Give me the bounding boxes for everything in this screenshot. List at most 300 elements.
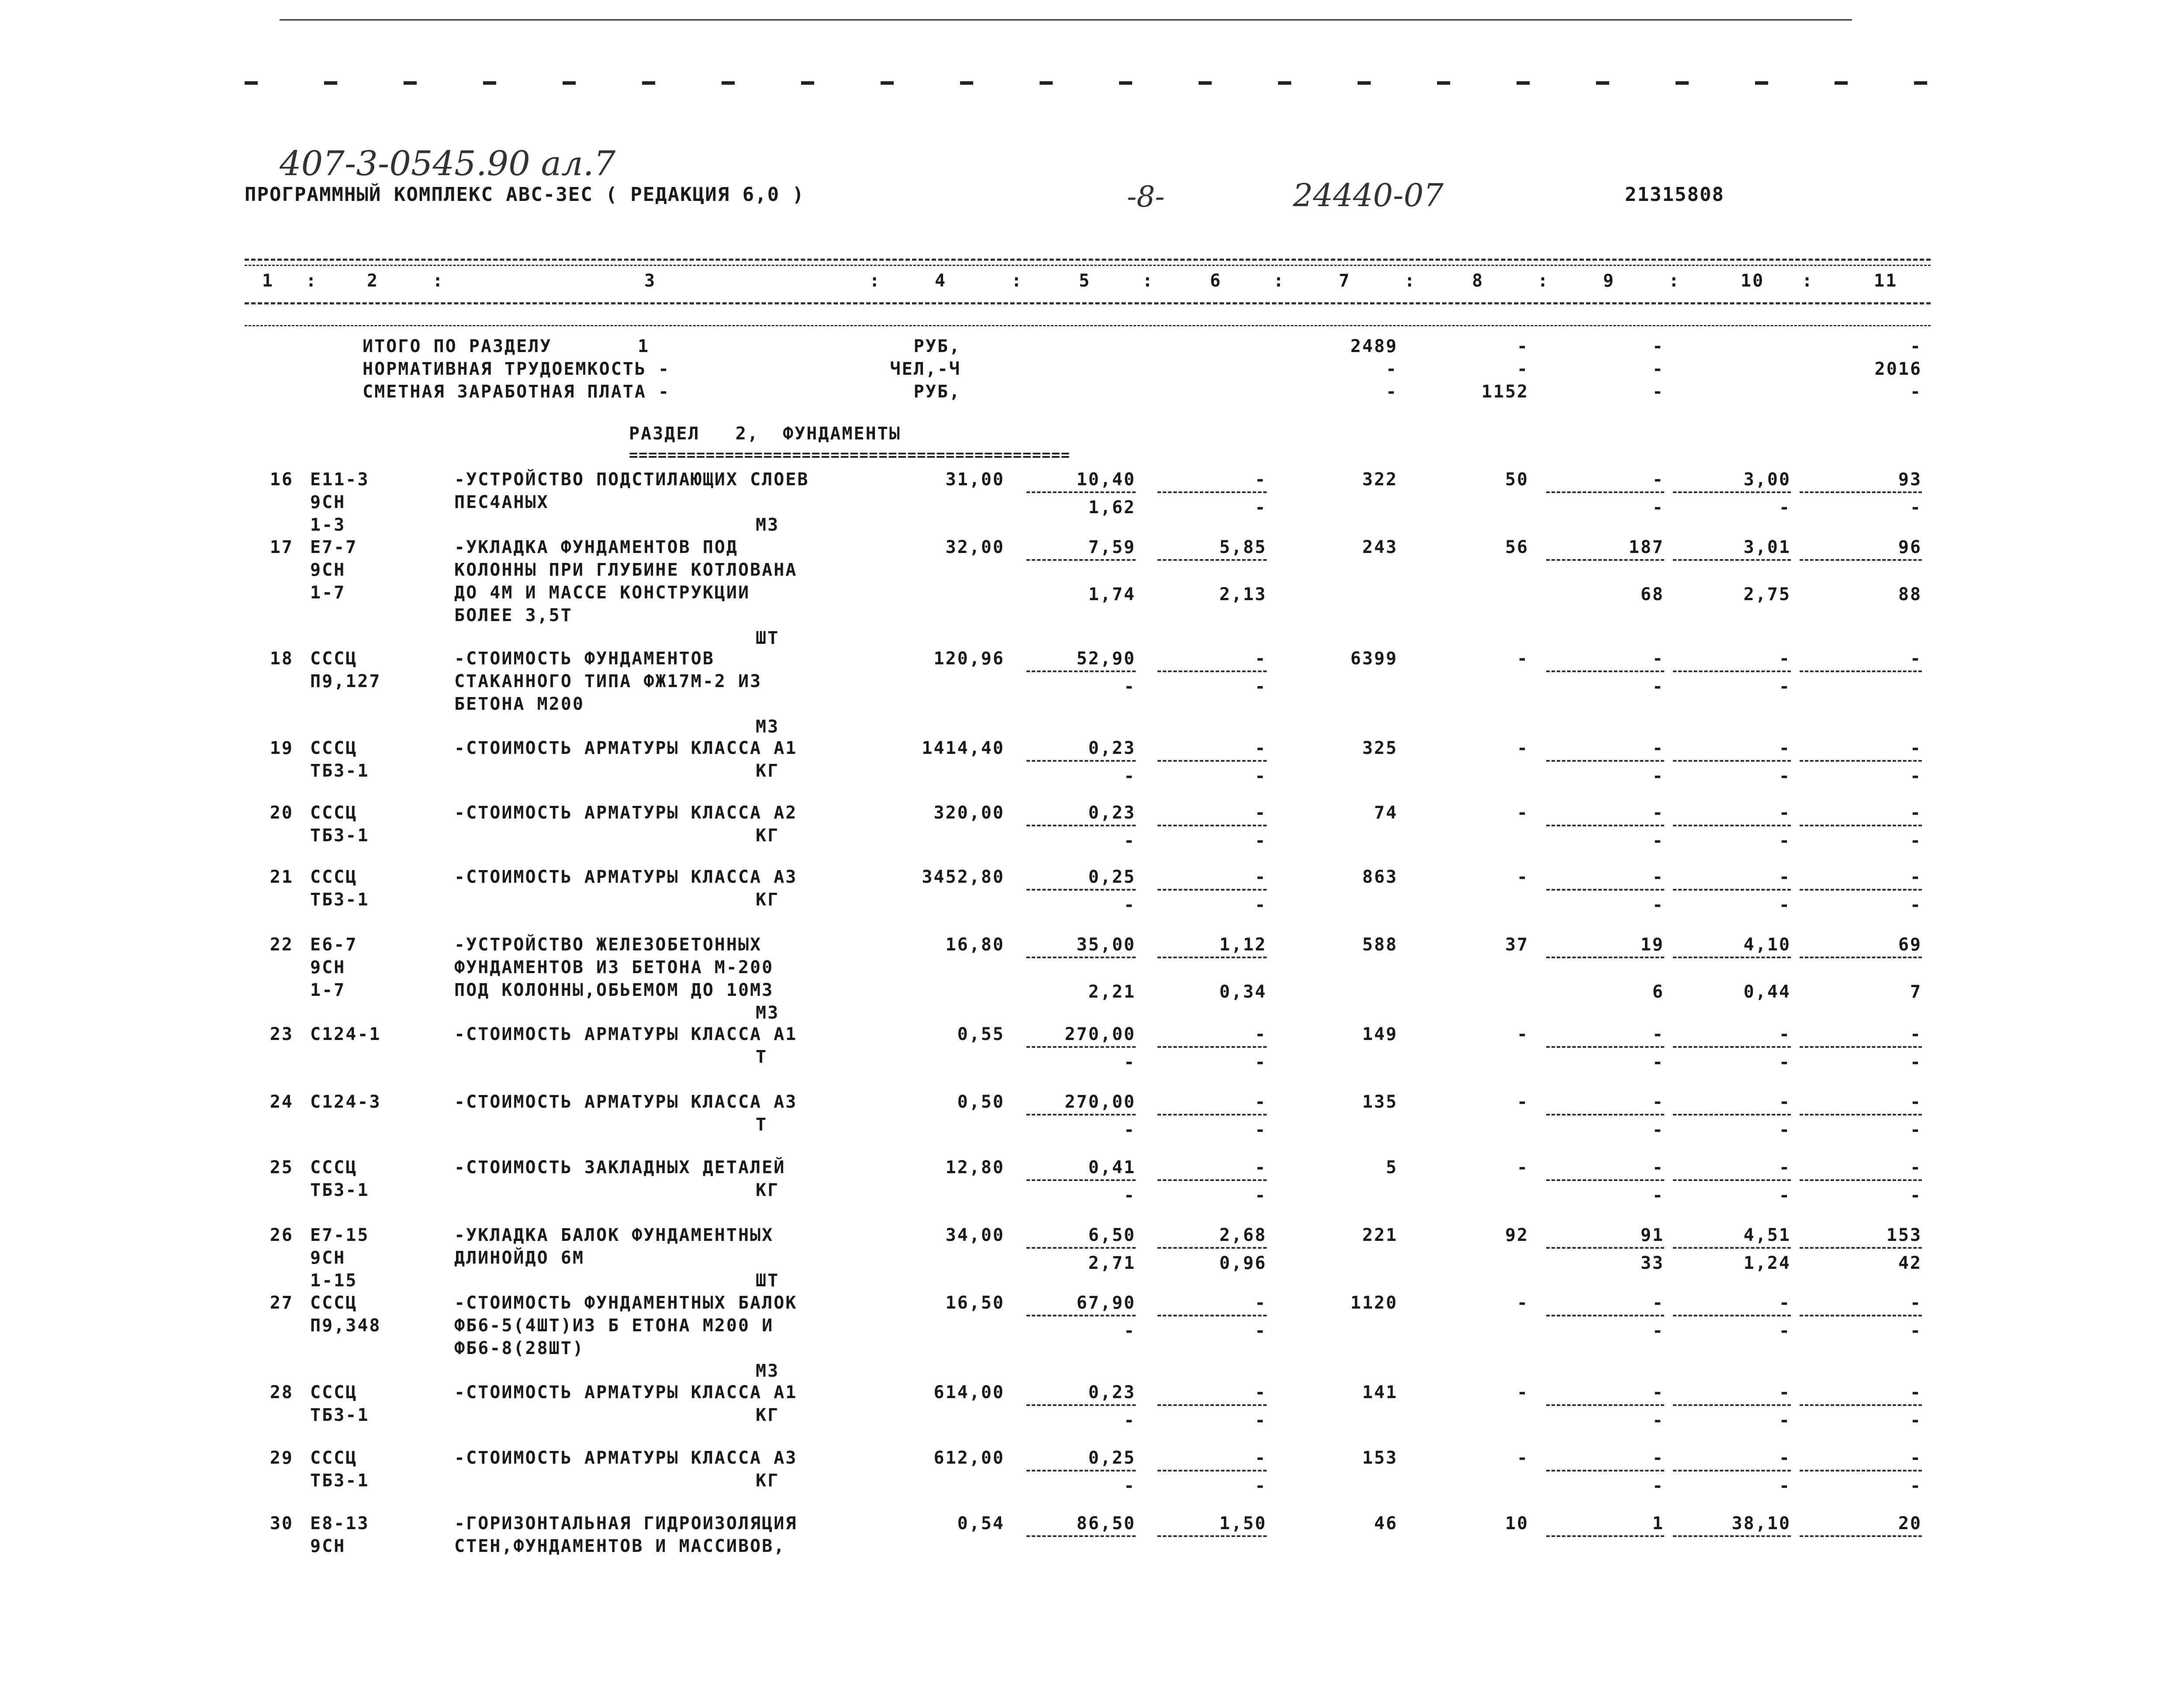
col-9-value: - (1652, 470, 1664, 490)
labor-total: - (1910, 649, 1922, 669)
cell-underline (1026, 1535, 1136, 1537)
labor-per-unit-2: - (1779, 766, 1791, 786)
wages-total: - (1517, 649, 1529, 669)
unit-cost: 0,23 (1088, 1382, 1136, 1402)
labor-per-unit-2: - (1779, 831, 1791, 851)
work-description: -УСТРОЙСТВО ПОДСТИЛАЮЩИХ СЛОЕВ (454, 470, 809, 490)
norm-code: Е6-7 (310, 935, 358, 955)
norm-code: 1-7 (310, 980, 346, 1000)
labor-total: - (1910, 738, 1922, 758)
perforation-dash (881, 81, 894, 85)
quantity: 12,80 (945, 1157, 1005, 1178)
labor-per-unit: - (1779, 1157, 1791, 1178)
wages-total: - (1517, 1092, 1529, 1112)
table-header-top-rule (245, 259, 1931, 261)
col-9-wage: - (1652, 1052, 1664, 1072)
quantity: 34,00 (945, 1225, 1005, 1245)
unit-cost: 270,00 (1064, 1024, 1136, 1044)
labor-total-2: 88 (1898, 584, 1922, 605)
perforation-dash (245, 81, 258, 85)
labor-per-unit-2: 0,44 (1743, 982, 1791, 1002)
total-cost: 46 (1374, 1513, 1398, 1534)
cell-underline (1673, 1535, 1791, 1537)
total-cost: 588 (1362, 935, 1398, 955)
norm-code: Е7-15 (310, 1225, 370, 1245)
norm-code: П9,348 (310, 1316, 381, 1336)
column-separator: : (1404, 271, 1417, 291)
cell-underline (1546, 1179, 1664, 1181)
cell-underline (1800, 670, 1922, 672)
perforation-dash (1437, 81, 1450, 85)
wages-total: - (1517, 1382, 1529, 1402)
norm-code: Е7-7 (310, 537, 358, 557)
work-description: ДЛИНОЙДО 6М (454, 1248, 584, 1268)
perforation-dash (960, 81, 973, 85)
norm-code: СССЦ (310, 1157, 358, 1178)
cell-underline (1158, 1179, 1267, 1181)
wages-total: 50 (1505, 470, 1529, 490)
cell-underline (1546, 1315, 1664, 1316)
cell-underline (1026, 957, 1136, 958)
cell-underline (1673, 825, 1791, 826)
totals-col-9: - (1652, 336, 1664, 356)
cell-underline (1546, 1046, 1664, 1048)
perforation-dash (722, 81, 735, 85)
wages-total: - (1517, 1157, 1529, 1178)
cell-underline (1673, 1470, 1791, 1472)
col-9-wage: - (1652, 766, 1664, 786)
norm-code: СССЦ (310, 649, 358, 669)
machine-cost: 5,85 (1219, 537, 1267, 557)
unit-of-measure: М3 (756, 515, 780, 535)
col-9-wage: - (1652, 1120, 1664, 1140)
cell-underline (1673, 670, 1791, 672)
labor-per-unit: - (1779, 803, 1791, 823)
work-description: -СТОИМОСТЬ АРМАТУРЫ КЛАССА А3 (454, 1448, 798, 1468)
unit-of-measure: ШТ (756, 1271, 780, 1291)
machine-cost: - (1254, 1293, 1267, 1313)
cell-underline (1673, 957, 1791, 958)
wages-total: 92 (1505, 1225, 1529, 1245)
unit-wage: 1,74 (1088, 584, 1136, 605)
cell-underline (1800, 1404, 1922, 1406)
labor-total-2: - (1910, 1321, 1922, 1341)
cell-underline (1800, 559, 1922, 561)
cell-underline (1800, 1179, 1922, 1181)
unit-cost: 86,50 (1076, 1513, 1136, 1534)
labor-per-unit-2: 1,24 (1743, 1253, 1791, 1273)
norm-code: 1-15 (310, 1271, 358, 1291)
col-9-value: - (1652, 1293, 1664, 1313)
totals-unit: РУБ, (913, 336, 961, 356)
labor-per-unit-2: 2,75 (1743, 584, 1791, 605)
work-description: -СТОИМОСТЬ ЗАКЛАДНЫХ ДЕТАЛЕЙ (454, 1157, 786, 1178)
col-9-wage: 33 (1640, 1253, 1664, 1273)
machine-cost: 1,50 (1219, 1513, 1267, 1534)
col-9-value: - (1652, 738, 1664, 758)
norm-code: СССЦ (310, 1448, 358, 1468)
labor-total-2: - (1910, 1185, 1922, 1206)
col-9-wage: - (1652, 1476, 1664, 1496)
cell-underline (1026, 760, 1136, 762)
col-9-value: - (1652, 1024, 1664, 1044)
unit-of-measure: Т (756, 1115, 768, 1135)
total-cost: 5 (1386, 1157, 1398, 1178)
norm-code: П9,127 (310, 671, 381, 691)
top-rule (280, 19, 1852, 21)
unit-of-measure: М3 (756, 1003, 780, 1023)
labor-total: - (1910, 1092, 1922, 1112)
machine-wage: - (1254, 1476, 1267, 1496)
quantity: 120,96 (933, 649, 1005, 669)
machine-wage: 0,96 (1219, 1253, 1267, 1273)
machine-wage: - (1254, 1321, 1267, 1341)
machine-wage: - (1254, 831, 1267, 851)
cell-underline (1800, 491, 1922, 493)
perforation-dash (801, 81, 814, 85)
perforation-dash (1596, 81, 1609, 85)
column-separator: : (1802, 271, 1814, 291)
unit-of-measure: Т (756, 1047, 768, 1067)
labor-total-2: - (1910, 766, 1922, 786)
totals-col-9: - (1652, 382, 1664, 402)
labor-per-unit: - (1779, 1382, 1791, 1402)
row-number: 16 (270, 470, 294, 490)
machine-cost: 1,12 (1219, 935, 1267, 955)
machine-cost: 2,68 (1219, 1225, 1267, 1245)
cell-underline (1158, 559, 1267, 561)
labor-per-unit-2: - (1779, 1476, 1791, 1496)
norm-code: С124-1 (310, 1024, 381, 1044)
cell-underline (1158, 1535, 1267, 1537)
perforation-dash (1835, 81, 1848, 85)
totals-col-11: - (1910, 336, 1922, 356)
labor-per-unit-2: - (1779, 497, 1791, 518)
total-cost: 863 (1362, 867, 1398, 887)
cell-underline (1546, 1114, 1664, 1116)
page-number: -8- (1127, 180, 1165, 214)
totals-col-9: - (1652, 359, 1664, 379)
cell-underline (1546, 957, 1664, 958)
unit-cost: 35,00 (1076, 935, 1136, 955)
unit-wage: - (1123, 677, 1136, 697)
totals-col-8: - (1517, 359, 1529, 379)
row-number: 18 (270, 649, 294, 669)
norm-code: ТБ3-1 (310, 1471, 370, 1491)
work-description: -ГОРИЗОНТАЛЬНАЯ ГИДРОИЗОЛЯЦИЯ (454, 1513, 798, 1534)
labor-total: - (1910, 1382, 1922, 1402)
wages-total: - (1517, 738, 1529, 758)
cell-underline (1158, 1114, 1267, 1116)
program-header: ПРОГРАММНЫЙ КОМПЛЕКС АВС-3ЕС ( РЕДАКЦИЯ 6,0 ) (245, 183, 805, 206)
col-9-value: - (1652, 1092, 1664, 1112)
norm-code: 9СН (310, 560, 346, 580)
machine-wage: 2,13 (1219, 584, 1267, 605)
machine-cost: - (1254, 1382, 1267, 1402)
machine-cost: - (1254, 1024, 1267, 1044)
cell-underline (1800, 957, 1922, 958)
norm-code: 9СН (310, 1248, 346, 1268)
cell-underline (1673, 491, 1791, 493)
total-cost: 221 (1362, 1225, 1398, 1245)
unit-of-measure: ШТ (756, 628, 780, 648)
labor-per-unit-2: - (1779, 1185, 1791, 1206)
work-description: СТЕН,ФУНДАМЕНТОВ И МАССИВОВ, (454, 1536, 786, 1556)
cell-underline (1158, 825, 1267, 826)
norm-code: СССЦ (310, 867, 358, 887)
section-title: РАЗДЕЛ 2, ФУНДАМЕНТЫ (629, 424, 901, 444)
perforation-dash (1040, 81, 1053, 85)
labor-per-unit: - (1779, 867, 1791, 887)
cell-underline (1546, 889, 1664, 891)
labor-per-unit-2: - (1779, 677, 1791, 697)
column-number: 10 (1741, 271, 1765, 291)
unit-of-measure: КГ (756, 1471, 780, 1491)
cell-underline (1158, 1046, 1267, 1048)
perforation-dash (1119, 81, 1132, 85)
labor-total-2: - (1910, 1476, 1922, 1496)
column-separator: : (306, 271, 318, 291)
cell-underline (1158, 1247, 1267, 1249)
norm-code: 1-3 (310, 515, 346, 535)
perforation-dash (1278, 81, 1291, 85)
cell-underline (1158, 1404, 1267, 1406)
machine-wage: 0,34 (1219, 982, 1267, 1002)
labor-total-2: - (1910, 1052, 1922, 1072)
labor-total-2: 42 (1898, 1253, 1922, 1273)
labor-per-unit: - (1779, 1293, 1791, 1313)
totals-label: ИТОГО ПО РАЗДЕЛУ (363, 336, 552, 356)
quantity: 3452,80 (922, 867, 1005, 887)
perforation-dash (563, 81, 576, 85)
total-cost: 153 (1362, 1448, 1398, 1468)
labor-total-2: - (1910, 1120, 1922, 1140)
norm-code: ТБ3-1 (310, 890, 370, 910)
unit-of-measure: КГ (756, 1405, 780, 1425)
unit-of-measure: М3 (756, 717, 780, 737)
unit-wage: 1,62 (1088, 497, 1136, 518)
wages-total: 10 (1505, 1513, 1529, 1534)
totals-col-7: 2489 (1350, 336, 1398, 356)
cell-underline (1800, 1470, 1922, 1472)
quantity: 614,00 (933, 1382, 1005, 1402)
unit-of-measure: КГ (756, 826, 780, 846)
column-number: 9 (1603, 271, 1615, 291)
col-9-value: - (1652, 1157, 1664, 1178)
machine-wage: - (1254, 1185, 1267, 1206)
labor-per-unit: - (1779, 1024, 1791, 1044)
col-9-value: - (1652, 867, 1664, 887)
unit-wage: - (1123, 895, 1136, 915)
table-header-top-rule-2 (245, 265, 1931, 266)
norm-code: СССЦ (310, 803, 358, 823)
quantity: 16,50 (945, 1293, 1005, 1313)
perforation-dash (1517, 81, 1530, 85)
labor-per-unit: 3,00 (1743, 470, 1791, 490)
col-9-wage: - (1652, 677, 1664, 697)
norm-code: Е8-13 (310, 1513, 370, 1534)
column-separator: : (1273, 271, 1286, 291)
unit-wage: - (1123, 1476, 1136, 1496)
cell-underline (1026, 1470, 1136, 1472)
norm-code: ТБ3-1 (310, 1405, 370, 1425)
work-description: ДО 4М И МАССЕ КОНСТРУКЦИИ (454, 583, 750, 603)
unit-cost: 10,40 (1076, 470, 1136, 490)
labor-total-2: - (1910, 497, 1922, 518)
work-description: ФБ6-8(28ШТ) (454, 1338, 584, 1358)
column-number: 6 (1210, 271, 1222, 291)
totals-label: СМЕТНАЯ ЗАРАБОТНАЯ ПЛАТА - (363, 382, 670, 402)
work-description: -СТОИМОСТЬ АРМАТУРЫ КЛАССА А3 (454, 1092, 798, 1112)
row-number: 19 (270, 738, 294, 758)
row-number: 29 (270, 1448, 294, 1468)
total-cost: 141 (1362, 1382, 1398, 1402)
cell-underline (1158, 491, 1267, 493)
cell-underline (1673, 1315, 1791, 1316)
labor-per-unit-2: - (1779, 895, 1791, 915)
cell-underline (1158, 670, 1267, 672)
cell-underline (1546, 1404, 1664, 1406)
machine-wage: - (1254, 766, 1267, 786)
cell-underline (1800, 760, 1922, 762)
perforation-dash (1676, 81, 1689, 85)
perforation-dash (483, 81, 496, 85)
machine-cost: - (1254, 867, 1267, 887)
row-number: 26 (270, 1225, 294, 1245)
column-number: 3 (644, 271, 657, 291)
unit-cost: 0,25 (1088, 867, 1136, 887)
cell-underline (1026, 1404, 1136, 1406)
total-cost: 6399 (1350, 649, 1398, 669)
cell-underline (1026, 889, 1136, 891)
cell-underline (1026, 825, 1136, 826)
perforation-marks (245, 81, 1931, 86)
column-number: 11 (1874, 271, 1898, 291)
work-description: -СТОИМОСТЬ АРМАТУРЫ КЛАССА А1 (454, 1024, 798, 1044)
labor-total-2: - (1910, 831, 1922, 851)
col-9-wage: 6 (1652, 982, 1664, 1002)
total-cost: 74 (1374, 803, 1398, 823)
machine-wage: - (1254, 1410, 1267, 1430)
cell-underline (1026, 670, 1136, 672)
cell-underline (1546, 559, 1664, 561)
row-number: 30 (270, 1513, 294, 1534)
section-title-underline: ============================================== (629, 446, 1071, 464)
col-9-value: 91 (1640, 1225, 1664, 1245)
total-cost: 149 (1362, 1024, 1398, 1044)
work-description: КОЛОННЫ ПРИ ГЛУБИНЕ КОТЛОВАНА (454, 560, 798, 580)
cell-underline (1800, 825, 1922, 826)
unit-of-measure: КГ (756, 761, 780, 781)
labor-per-unit: - (1779, 649, 1791, 669)
labor-total: - (1910, 867, 1922, 887)
totals-col-8: 1152 (1481, 382, 1529, 402)
row-number: 20 (270, 803, 294, 823)
machine-cost: - (1254, 1092, 1267, 1112)
labor-total-2: - (1910, 895, 1922, 915)
unit-cost: 67,90 (1076, 1293, 1136, 1313)
total-cost: 322 (1362, 470, 1398, 490)
quantity: 0,55 (957, 1024, 1005, 1044)
labor-total: 93 (1898, 470, 1922, 490)
perforation-dash (324, 81, 337, 85)
cell-underline (1673, 889, 1791, 891)
cell-underline (1026, 1114, 1136, 1116)
col-9-wage: 68 (1640, 584, 1664, 605)
cell-underline (1158, 1470, 1267, 1472)
labor-total: - (1910, 803, 1922, 823)
quantity: 0,50 (957, 1092, 1005, 1112)
machine-wage: - (1254, 497, 1267, 518)
work-description: БОЛЕЕ 3,5Т (454, 605, 573, 625)
norm-code: 1-7 (310, 583, 346, 603)
unit-wage: 2,71 (1088, 1253, 1136, 1273)
cell-underline (1800, 1046, 1922, 1048)
cell-underline (1158, 889, 1267, 891)
row-number: 28 (270, 1382, 294, 1402)
cell-underline (1800, 1315, 1922, 1316)
work-description: СТАКАННОГО ТИПА ФЖ17М-2 ИЗ (454, 671, 762, 691)
labor-per-unit: - (1779, 1448, 1791, 1468)
unit-cost: 0,23 (1088, 803, 1136, 823)
norm-code: ТБ3-1 (310, 761, 370, 781)
column-number: 4 (935, 271, 947, 291)
unit-wage: - (1123, 766, 1136, 786)
norm-code: ТБ3-1 (310, 826, 370, 846)
labor-per-unit: - (1779, 1092, 1791, 1112)
cell-underline (1546, 1535, 1664, 1537)
wages-total: - (1517, 1024, 1529, 1044)
norm-code: 9СН (310, 957, 346, 978)
unit-cost: 0,41 (1088, 1157, 1136, 1178)
perforation-dash (1358, 81, 1371, 85)
labor-total-2: - (1910, 1410, 1922, 1430)
labor-total: - (1910, 1293, 1922, 1313)
cell-underline (1158, 957, 1267, 958)
row-number: 27 (270, 1293, 294, 1313)
total-cost: 135 (1362, 1092, 1398, 1112)
work-description: -УСТРОЙСТВО ЖЕЛЕЗОБЕТОННЫХ (454, 935, 762, 955)
table-header-bottom-rule (245, 302, 1931, 304)
machine-cost: - (1254, 803, 1267, 823)
col-9-wage: - (1652, 831, 1664, 851)
col-9-wage: - (1652, 895, 1664, 915)
totals-col-7: - (1386, 382, 1398, 402)
cell-underline (1546, 491, 1664, 493)
work-description: ФУНДАМЕНТОВ ИЗ БЕТОНА М-200 (454, 957, 774, 978)
labor-per-unit-2: - (1779, 1321, 1791, 1341)
work-description: -СТОИМОСТЬ АРМАТУРЫ КЛАССА А3 (454, 867, 798, 887)
unit-wage: - (1123, 1321, 1136, 1341)
cell-underline (1800, 1114, 1922, 1116)
machine-wage: - (1254, 677, 1267, 697)
work-description: ПЕС4АНЫХ (454, 492, 549, 512)
labor-per-unit-2: - (1779, 1052, 1791, 1072)
work-description: -УКЛАДКА ФУНДАМЕНТОВ ПОД (454, 537, 738, 557)
cell-underline (1158, 760, 1267, 762)
row-number: 23 (270, 1024, 294, 1044)
norm-code: 9СН (310, 492, 346, 512)
totals-col-7: - (1386, 359, 1398, 379)
cell-underline (1026, 1046, 1136, 1048)
labor-total: - (1910, 1024, 1922, 1044)
unit-wage: 2,21 (1088, 982, 1136, 1002)
quantity: 31,00 (945, 470, 1005, 490)
cell-underline (1546, 760, 1664, 762)
labor-total-2: 7 (1910, 982, 1922, 1002)
labor-per-unit-2: - (1779, 1120, 1791, 1140)
totals-label: НОРМАТИВНАЯ ТРУДОЕМКОСТЬ - (363, 359, 670, 379)
